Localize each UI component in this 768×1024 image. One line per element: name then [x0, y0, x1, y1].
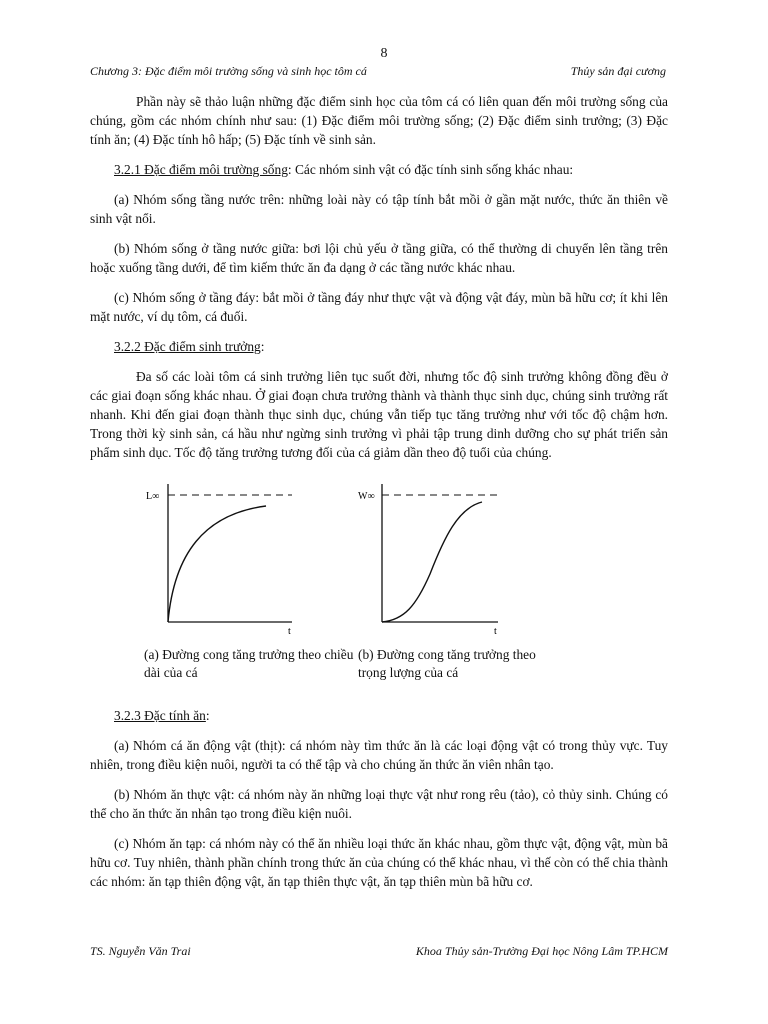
- intro-paragraph: Phần này sẽ thảo luận những đặc điểm sinh học của tôm cá có liên quan đến môi trường sống của chúng, gồm các nhóm chính như sau: (1) Đặc điểm môi trường sống; (2) Đặc điểm sinh trưởng; (3) Đặc tính ăn; (4) Đặc tính hô hấp; (5) Đặc tính về sinh sản.: [90, 94, 668, 147]
- section-3-2-1-title: 3.2.1 Đặc điểm môi trường sống: [114, 162, 288, 177]
- page-number: 8: [380, 46, 388, 61]
- x-axis-label: t: [288, 626, 291, 637]
- asymptote-label: L∞: [146, 491, 160, 502]
- habitat-item-c: (c) Nhóm sống ở tầng đáy: bắt mồi ở tầng đáy như thực vật và động vật đáy, mùn bã hữu cơ; ít khi lên mặt nước, ví dụ tôm, cá đuối.: [90, 290, 668, 324]
- length-growth-curve-chart: [144, 474, 344, 646]
- section-3-2-1-heading: [90, 160, 668, 179]
- growth-figures: [90, 474, 668, 646]
- section-3-2-3-title: 3.2.3 Đặc tính ăn: [114, 708, 206, 723]
- feeding-item-b: (b) Nhóm ăn thực vật: cá nhóm này ăn những loại thực vật như rong rêu (tảo), cỏ thủy sinh. Chúng có thể cho ăn thức ăn nhân tạo trong điều kiện nuôi.: [90, 787, 668, 821]
- section-3-2-3-heading: [90, 706, 668, 725]
- feeding-item-c: (c) Nhóm ăn tạp: cá nhóm này có thể ăn nhiều loại thức ăn khác nhau, gồm thực vật, động vật, mùn bã hữu cơ. Tuy nhiên, thành phần chính trong thức ăn của chúng có thể khác nhau, vì thế còn có thể chia thành các nhóm: ăn tạp thiên động vật, ăn tạp thiên thực vật, ăn tạp thiên mùn bã hữu cơ.: [90, 836, 668, 889]
- habitat-item-a: (a) Nhóm sống tầng nước trên: những loài này có tập tính bắt mồi ở gần mặt nước, thức ăn thiên về sinh vật nổi.: [90, 192, 668, 226]
- section-3-2-2-title: 3.2.2 Đặc điểm sinh trưởng: [114, 339, 261, 354]
- section-3-2-3-colon: :: [205, 708, 210, 723]
- asymptote-label: W∞: [358, 491, 375, 502]
- header-book-title: Thủy sản đại cương: [570, 64, 666, 78]
- feeding-item-a: (a) Nhóm cá ăn động vật (thịt): cá nhóm này tìm thức ăn là các loại động vật có trong thủy vực. Tuy nhiên, trong điều kiện nuôi, người ta có thể tập và cho chúng ăn thức ăn viên nhân tạo.: [90, 738, 668, 772]
- weight-growth-curve-chart: [358, 474, 558, 646]
- page-body: [90, 92, 668, 891]
- figure-captions: [90, 646, 668, 686]
- section-3-2-1-lead: : Các nhóm sinh vật có đặc tính sinh sống khác nhau:: [287, 162, 574, 177]
- section-3-2-2-colon: :: [260, 339, 265, 354]
- footer-author: TS. Nguyễn Văn Trai: [90, 944, 191, 958]
- section-3-2-2-heading: [90, 337, 668, 356]
- length-growth-curve: [168, 506, 266, 622]
- caption-length-growth: (a) Đường cong tăng trưởng theo chiều dài của cá: [144, 647, 354, 680]
- caption-weight-growth: (b) Đường cong tăng trưởng theo trọng lượng của cá: [358, 647, 536, 680]
- footer-institution: Khoa Thủy sản-Trường Đại học Nông Lâm TP.HCM: [415, 944, 668, 958]
- header-chapter-title: Chương 3: Đặc điểm môi trường sống và sinh học tôm cá: [90, 64, 367, 78]
- figure-length-growth: [144, 474, 344, 646]
- x-axis-label: t: [494, 626, 497, 637]
- weight-growth-curve: [382, 502, 482, 622]
- habitat-item-b: (b) Nhóm sống ở tầng nước giữa: bơi lội chủ yếu ở tầng giữa, có thể thường di chuyển lên tầng trên hoặc xuống tầng dưới, để tìm kiếm thức ăn đa dạng ở các tầng nước khác nhau.: [90, 241, 668, 275]
- growth-paragraph: Đa số các loài tôm cá sinh trưởng liên tục suốt đời, nhưng tốc độ sinh trưởng không đồng đều ở các giai đoạn sống khác nhau. Ở giai đoạn chưa trưởng thành và thành thục sinh dục, chúng sinh trưởng rất nhanh. Khi đến giai đoạn thành thục sinh dục, chúng vẫn tiếp tục tăng trưởng như với tốc độ chậm hơn. Trong thời kỳ sinh sản, cá hầu như ngừng sinh trưởng vì phải tập trung dinh dưỡng cho sự phát triển sản phẩm sinh dục. Tốc độ tăng trưởng tương đối của cá giảm dần theo độ tuổi của chúng.: [90, 369, 668, 460]
- figure-weight-growth: [358, 474, 558, 646]
